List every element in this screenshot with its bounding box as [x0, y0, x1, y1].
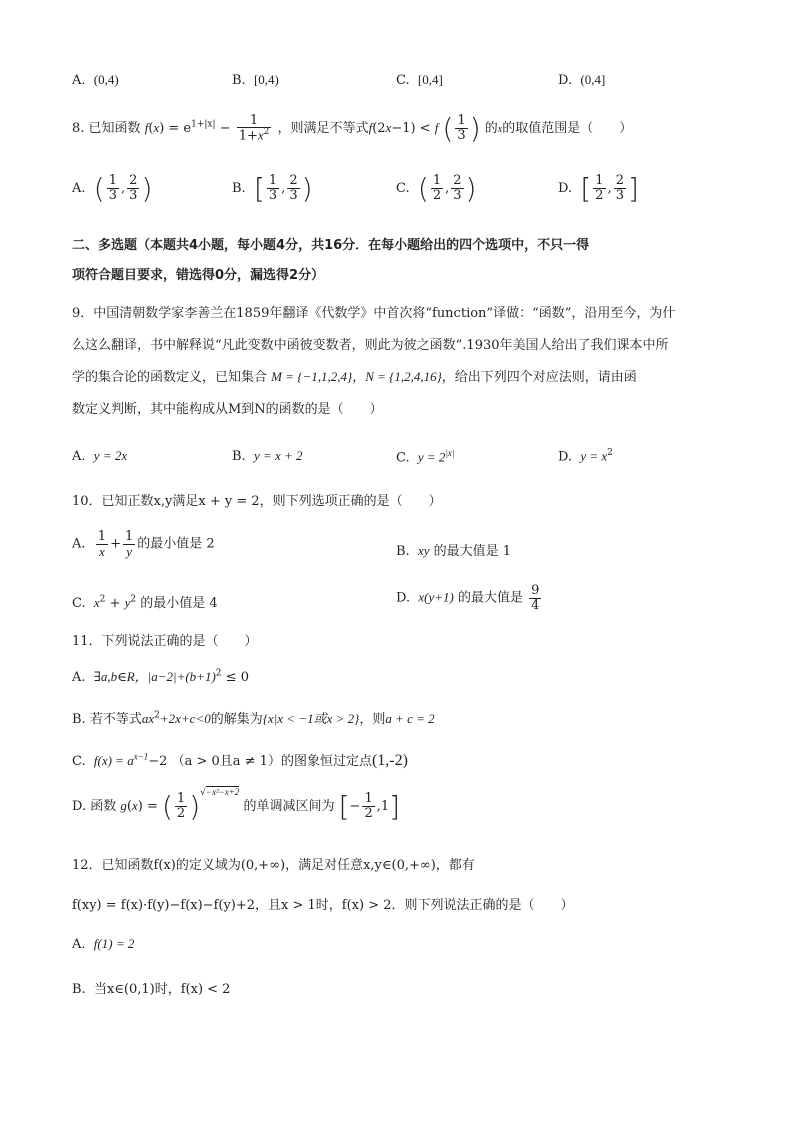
q9-option-c: C. $y = 2^{|x|}$ — [396, 448, 455, 466]
q9-line2: 么这么翻译，书中解释说“凡此变数中函彼变数者，则此为彼之函数”.1930年美国人给出了我们课本中所 — [72, 338, 669, 353]
q8-option-d: D. [ $\frac{1}{2}$ , $\frac{2}{3}$ ] — [558, 172, 639, 205]
q10-option-b: B. xy 的最大值是 1 — [396, 543, 512, 559]
q7-option-d: D. (0,4] — [558, 72, 606, 88]
q12-stem-line2: f(xy) = f(x)·f(y)−f(x)−f(y)+2，且x > 1时，f(x) > 2．则下列说法正确的是（ ） — [72, 898, 574, 913]
q10-stem: 10．已知正数x,y满足x + y = 2，则下列选项正确的是（ ） — [72, 494, 442, 509]
q10-option-a: A. $\frac{1}{x}$ + $\frac{1}{y}$ 的最小值是 2 — [72, 529, 215, 559]
q8-option-c: C. ( $\frac{1}{2}$ , $\frac{2}{3}$ ) — [396, 172, 477, 205]
q11-option-b: B. 若不等式$ax^2+2x+c<0$的解集为{x|x < −1或x > 2}，则a + c = 2 — [72, 710, 435, 727]
q11-stem: 11．下列说法正确的是（ ） — [72, 634, 258, 649]
section-2-heading-line1: 二、多选题（本题共4小题，每小题4分，共16分．在每小题给出的四个选项中，不只一得 — [72, 238, 590, 253]
q7-option-a: A. (0,4) — [72, 72, 119, 88]
q8-option-b: B. [ $\frac{1}{3}$ , $\frac{2}{3}$ ) — [232, 172, 313, 205]
q12-option-b: B. 当x∈(0,1)时，f(x) < 2 — [72, 982, 231, 997]
q10-option-d: D. x(y+1) 的最大值是 $\frac{9}{4}$ — [396, 583, 540, 613]
q9-option-a: A. y = 2x — [72, 448, 128, 464]
q8-option-a: A. ( $\frac{1}{3}$ , $\frac{2}{3}$ ) — [72, 172, 153, 205]
q7-option-c: C. [0,4] — [396, 72, 443, 88]
q9-option-d: D. $y = x^2$ — [558, 448, 613, 465]
q9-line3: 学的集合论的函数定义，已知集合 M = {−1,1,2,4}，N = {1,2,4,16}，给出下列四个对应法则，请由函 — [72, 369, 637, 385]
section-2-heading-line2: 项符合题目要求，错选得0分，漏选得2分） — [72, 268, 325, 283]
q12-option-a: A. f(1) = 2 — [72, 936, 135, 952]
q11-option-a: A. ∃a,b∈R，$|a-2|+(b+1)^2 \le 0$ — [72, 668, 249, 685]
q11-option-c: C. $f(x) = a^{x-1}-2$ （a > 0且a ≠ 1）的图象恒过定点(1,-2) — [72, 751, 408, 769]
q9-line4: 数定义判断，其中能构成从M到N的函数的是（ ） — [72, 402, 383, 417]
q9-line1: 9．中国清朝数学家李善兰在1859年翻译《代数学》中首次将“function”译做：“函数”，沿用至今，为什 — [72, 306, 676, 321]
q12-stem-line1: 12．已知函数f(x)的定义域为(0,+∞)，满足对任意x,y∈(0,+∞)，都有 — [72, 858, 475, 873]
q7-option-b: B. [0,4) — [232, 72, 279, 88]
q8-stem: 8. 已知函数 $f(x) = e^{1+|x|}$ − $\frac{1}{1+x^2}$ ，则满足不等式f(2x−1) < f ( $\frac{1}{3}$ ) 的x的取值范围是（ ） — [72, 112, 633, 145]
q10-option-c: C. $x^2 + y^2$ 的最小值是 4 — [72, 594, 218, 611]
q9-option-b: B. y = x + 2 — [232, 448, 303, 464]
q11-option-d: D. 函数 g(x) = ( $\frac{1}{2}$ )$^{√-x^2-x+2}$ 的单调减区间为 [− $\frac{1}{2}$ ,1] — [72, 786, 401, 823]
